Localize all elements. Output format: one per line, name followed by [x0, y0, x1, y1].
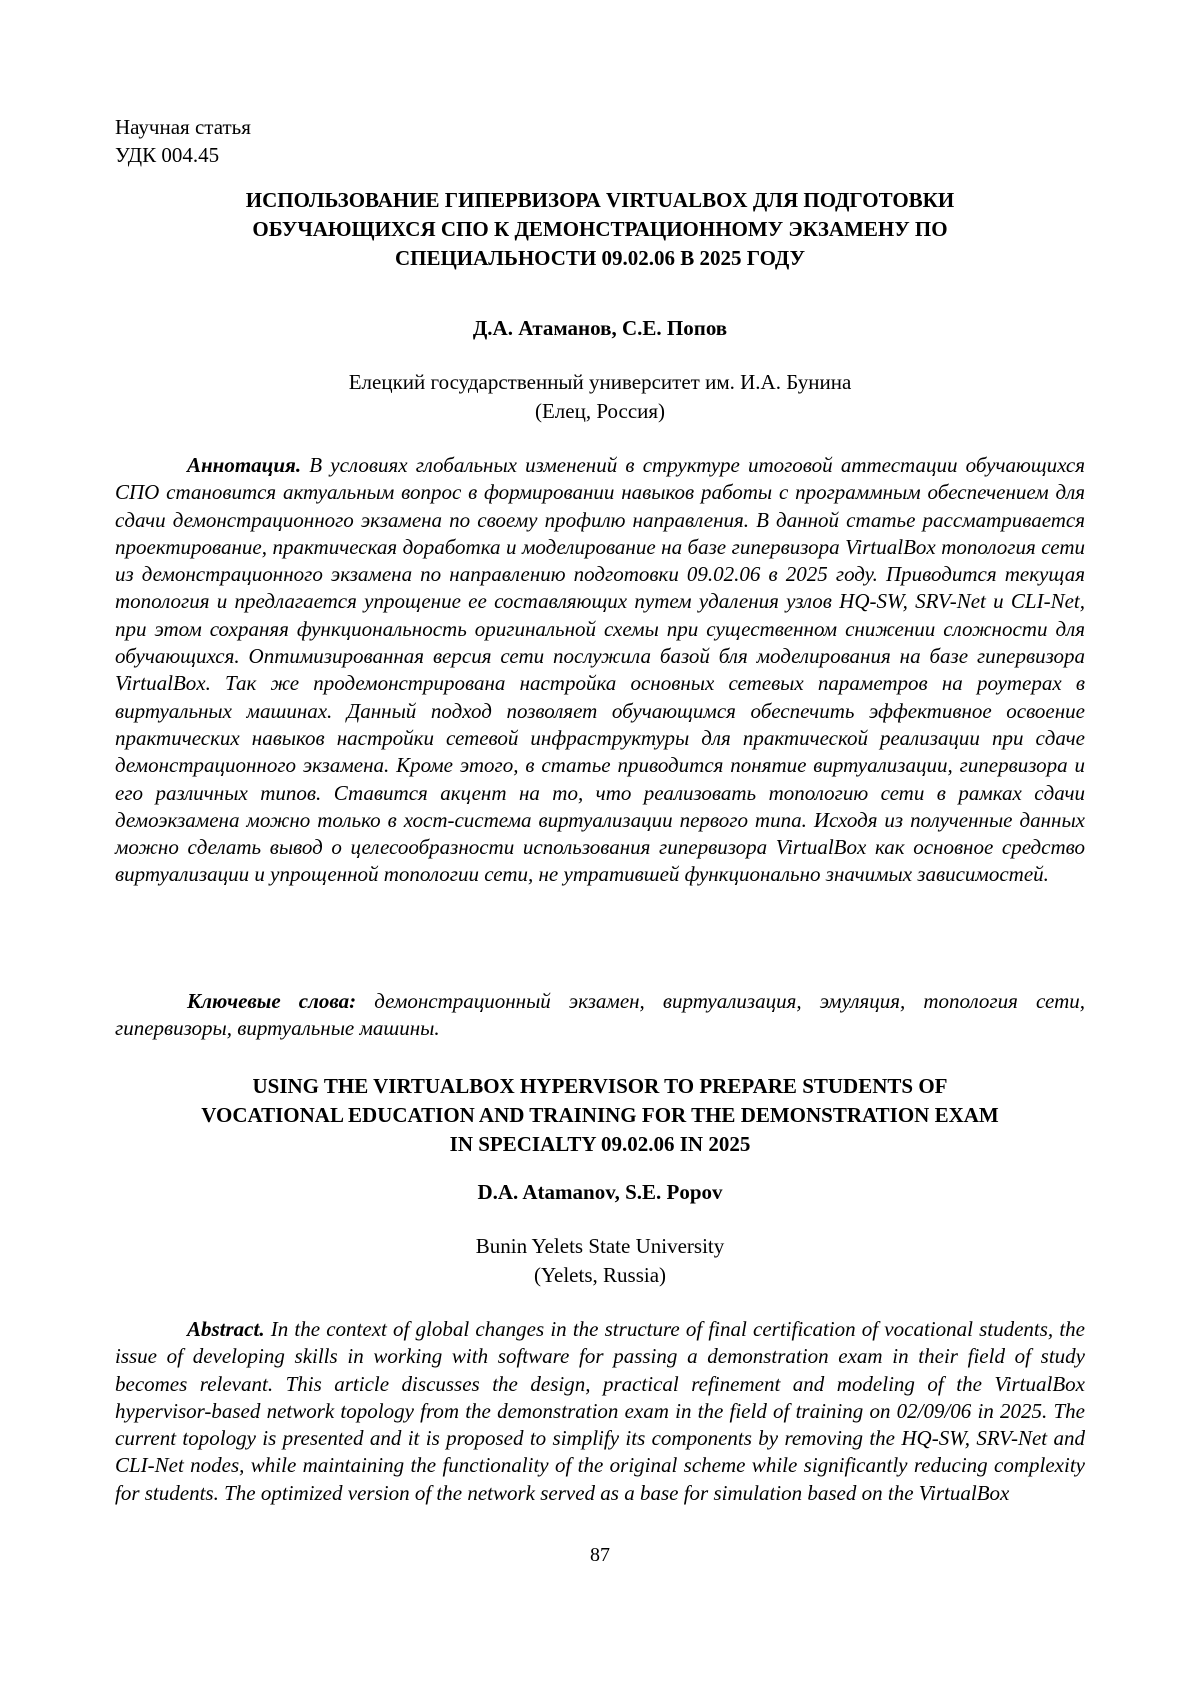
title-ru	[115, 186, 1085, 273]
title-en-line: USING THE VIRTUALBOX HYPERVISOR TO PREPARE STUDENTS OF	[115, 1072, 1085, 1101]
udc-code: УДК 004.45	[115, 141, 219, 169]
title-ru-line: ОБУЧАЮЩИХСЯ СПО К ДЕМОНСТРАЦИОННОМУ ЭКЗАМЕНУ ПО	[115, 215, 1085, 244]
keywords-ru-text: демонстрационный экзамен, виртуализация, эмуляция, топология сети, гипервизоры, виртуальные машины.	[115, 989, 1085, 1040]
abstract-en-text: In the context of global changes in the structure of final certification of vocational students, the issue of developing skills in working with software for passing a demonstration exam in their field of study becomes relevant. This article discusses the design, practical refinement and modeling of the VirtualBox hypervisor-based network topology from the demonstration exam in the field of training on 02/09/06 in 2025. The current topology is presented and it is proposed to simplify its components by removing the HQ-SW, SRV-Net and CLI-Net nodes, while maintaining the functionality of the original scheme while significantly reducing complexity for students. The optimized version of the network served as a base for simulation based on the VirtualBox	[115, 1317, 1085, 1505]
affiliation-ru: Елецкий государственный университет им. И.А. Бунина	[115, 368, 1085, 397]
title-en-line: IN SPECIALTY 09.02.06 IN 2025	[115, 1130, 1085, 1159]
title-en-line: VOCATIONAL EDUCATION AND TRAINING FOR THE DEMONSTRATION EXAM	[115, 1101, 1085, 1130]
keywords-ru	[115, 988, 1085, 1043]
location-ru: (Елец, Россия)	[115, 397, 1085, 426]
abstract-ru-text: В условиях глобальных изменений в структуре итоговой аттестации обучающихся СПО становится актуальным вопрос в формировании навыков работы с программным обеспечением для сдачи демонстрационного экзамена по своему профилю направления. В данной статье рассматривается проектирование, практическая доработка и моделирование на базе гипервизора VirtualBox топология сети из демонстрационного экзамена по направлению подготовки 09.02.06 в 2025 году. Приводится текущая топология и предлагается упрощение ее составляющих путем удаления узлов HQ-SW, SRV-Net и CLI-Net, при этом сохраняя функциональность оригинальной схемы при существенном снижении сложности для обучающихся. Оптимизированная версия сети послужила базой бля моделирования на базе гипервизора VirtualBox. Так же продемонстрирована настройка основных сетевых параметров на роутерах в виртуальных машинах. Данный подход позволяет обучающимся обеспечить эффективное освоение практических навыков настройки сетевой инфраструктуры для практической реализации при сдаче демонстрационного экзамена. Кроме этого, в статье приводится понятие виртуализации, гипервизора и его различных типов. Ставится акцент на то, что реализовать топологию сети в рамках сдачи демоэкзамена можно только в хост-система виртуализации первого типа. Исходя из полученные данных можно сделать вывод о целесообразности использования гипервизора VirtualBox как основное средство виртуализации и упрощенной топологии сети, не утратившей функционально значимых зависимостей.	[115, 453, 1085, 886]
page	[0, 0, 1200, 1697]
title-ru-line: ИСПОЛЬЗОВАНИЕ ГИПЕРВИЗОРА VIRTUALBOX ДЛЯ ПОДГОТОВКИ	[115, 186, 1085, 215]
page-number: 87	[0, 1543, 1200, 1567]
abstract-en	[115, 1316, 1085, 1507]
abstract-en-label: Abstract.	[187, 1317, 265, 1341]
title-en	[115, 1072, 1085, 1159]
affiliation-en: Bunin Yelets State University	[115, 1232, 1085, 1261]
abstract-ru	[115, 452, 1085, 889]
location-en: (Yelets, Russia)	[115, 1261, 1085, 1290]
keywords-ru-label: Ключевые слова:	[187, 989, 356, 1013]
article-type: Научная статья	[115, 113, 251, 141]
title-ru-line: СПЕЦИАЛЬНОСТИ 09.02.06 В 2025 ГОДУ	[115, 244, 1085, 273]
authors-en: D.A. Atamanov, S.E. Popov	[115, 1178, 1085, 1206]
abstract-ru-label: Аннотация.	[187, 453, 301, 477]
affiliation-ru-block	[115, 368, 1085, 426]
affiliation-en-block	[115, 1232, 1085, 1290]
authors-ru: Д.А. Атаманов, С.Е. Попов	[115, 314, 1085, 342]
